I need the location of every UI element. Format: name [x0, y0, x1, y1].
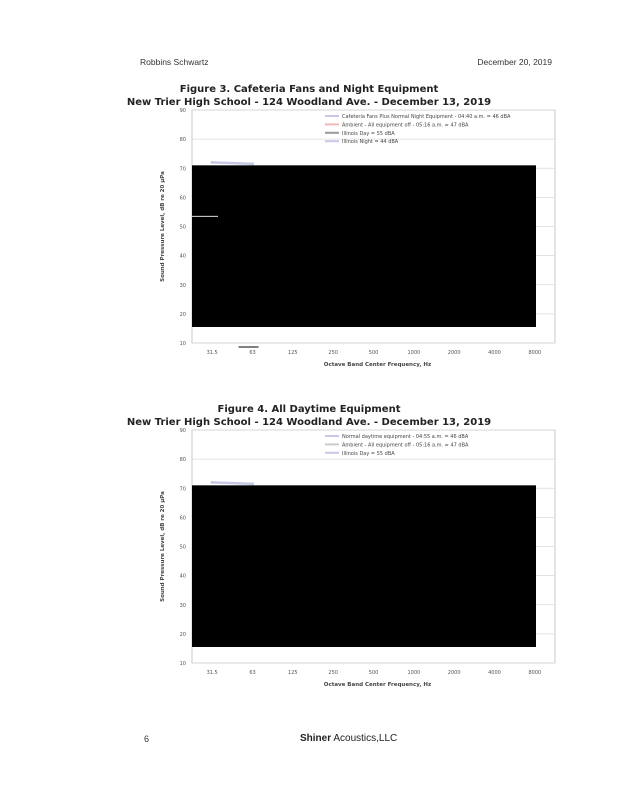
legend-label: Normal daytime equipment - 04:55 a.m. = 46 dBA — [342, 434, 469, 440]
y-tick-label: 20 — [179, 311, 186, 318]
y-tick-label: 30 — [179, 602, 186, 609]
y-tick-label: 30 — [179, 282, 186, 289]
series-point — [211, 161, 214, 164]
y-tick-label: 50 — [179, 544, 186, 551]
series-point — [251, 162, 254, 165]
series-line — [212, 482, 252, 483]
x-tick-label: 4000 — [488, 670, 501, 676]
x-tick-label: 2000 — [447, 670, 461, 676]
x-tick-label: 4000 — [488, 350, 501, 356]
x-tick-label: 1000 — [407, 350, 421, 356]
y-tick-label: 80 — [179, 137, 186, 144]
x-axis-label: Octave Band Center Frequency, Hz — [323, 362, 432, 368]
y-tick-label: 60 — [179, 195, 186, 202]
figure-3-chart — [150, 106, 570, 372]
x-tick-label: 2000 — [447, 350, 461, 356]
x-tick-label: 500 — [368, 350, 379, 356]
y-tick-label: 40 — [179, 253, 186, 260]
y-axis-label: Sound Pressure Level, dB re 20 µPa — [160, 491, 166, 602]
y-tick-label: 70 — [179, 166, 186, 173]
figure-3-title: Figure 3. Cafeteria Fans and Night Equipment — [179, 84, 439, 95]
y-axis-label: Sound Pressure Level, dB re 20 µPa — [160, 171, 166, 282]
x-tick-label: 250 — [328, 350, 338, 356]
x-axis-label: Octave Band Center Frequency, Hz — [323, 682, 432, 688]
x-tick-label: 31.5 — [206, 350, 218, 356]
y-tick-label: 40 — [179, 573, 186, 580]
x-tick-label: 1000 — [407, 670, 421, 676]
y-tick-label: 10 — [179, 661, 186, 667]
legend-label: Illinois Night = 44 dBA — [342, 139, 399, 146]
header-date: December 20, 2019 — [477, 57, 552, 67]
redaction-box — [192, 485, 536, 647]
y-tick-label: 90 — [179, 108, 186, 114]
footer-company — [300, 733, 397, 744]
x-tick-label: 125 — [288, 670, 298, 676]
series-line — [212, 162, 252, 163]
y-tick-label: 60 — [179, 515, 186, 522]
x-tick-label: 63 — [249, 350, 256, 356]
y-tick-label: 80 — [179, 457, 186, 464]
x-tick-label: 31.5 — [206, 670, 218, 676]
legend-label: Ambient - All equipment off - 05:16 a.m. = 47 dBA — [342, 442, 469, 449]
y-tick-label: 90 — [179, 428, 186, 434]
y-tick-label: 20 — [179, 631, 186, 638]
y-tick-label: 10 — [179, 341, 186, 347]
redaction-box — [192, 165, 536, 327]
series-point — [251, 482, 254, 485]
x-tick-label: 63 — [249, 670, 256, 676]
series-point — [211, 481, 214, 484]
legend-label: Cafeteria Fans Plus Normal Night Equipment - 04:40 a.m. = 46 dBA — [342, 114, 511, 120]
x-tick-label: 500 — [368, 670, 379, 676]
x-tick-label: 8000 — [528, 670, 542, 676]
footer-company-bold: Shiner — [300, 733, 332, 744]
figure-4-title: Figure 4. All Daytime Equipment — [217, 404, 401, 415]
legend-label: Illinois Day = 55 dBA — [342, 450, 395, 457]
x-tick-label: 250 — [328, 670, 338, 676]
x-tick-label: 8000 — [528, 350, 542, 356]
figure-4-chart — [150, 426, 570, 692]
y-tick-label: 50 — [179, 224, 186, 231]
legend-label: Ambient - All equipment off - 05:16 a.m. = 47 dBA — [342, 122, 469, 129]
legend-label: Illinois Day = 55 dBA — [342, 130, 395, 137]
header-left: Robbins Schwartz — [140, 57, 209, 67]
figure-3-subtitle: New Trier High School - 124 Woodland Ave. - December 13, 2019 — [126, 97, 492, 108]
figure-4-subtitle: New Trier High School - 124 Woodland Ave. - December 13, 2019 — [126, 417, 492, 428]
x-tick-label: 125 — [288, 350, 298, 356]
page-number: 6 — [144, 734, 150, 744]
footer-company-rest: Acoustics,LLC — [331, 733, 398, 744]
y-tick-label: 70 — [179, 486, 186, 493]
